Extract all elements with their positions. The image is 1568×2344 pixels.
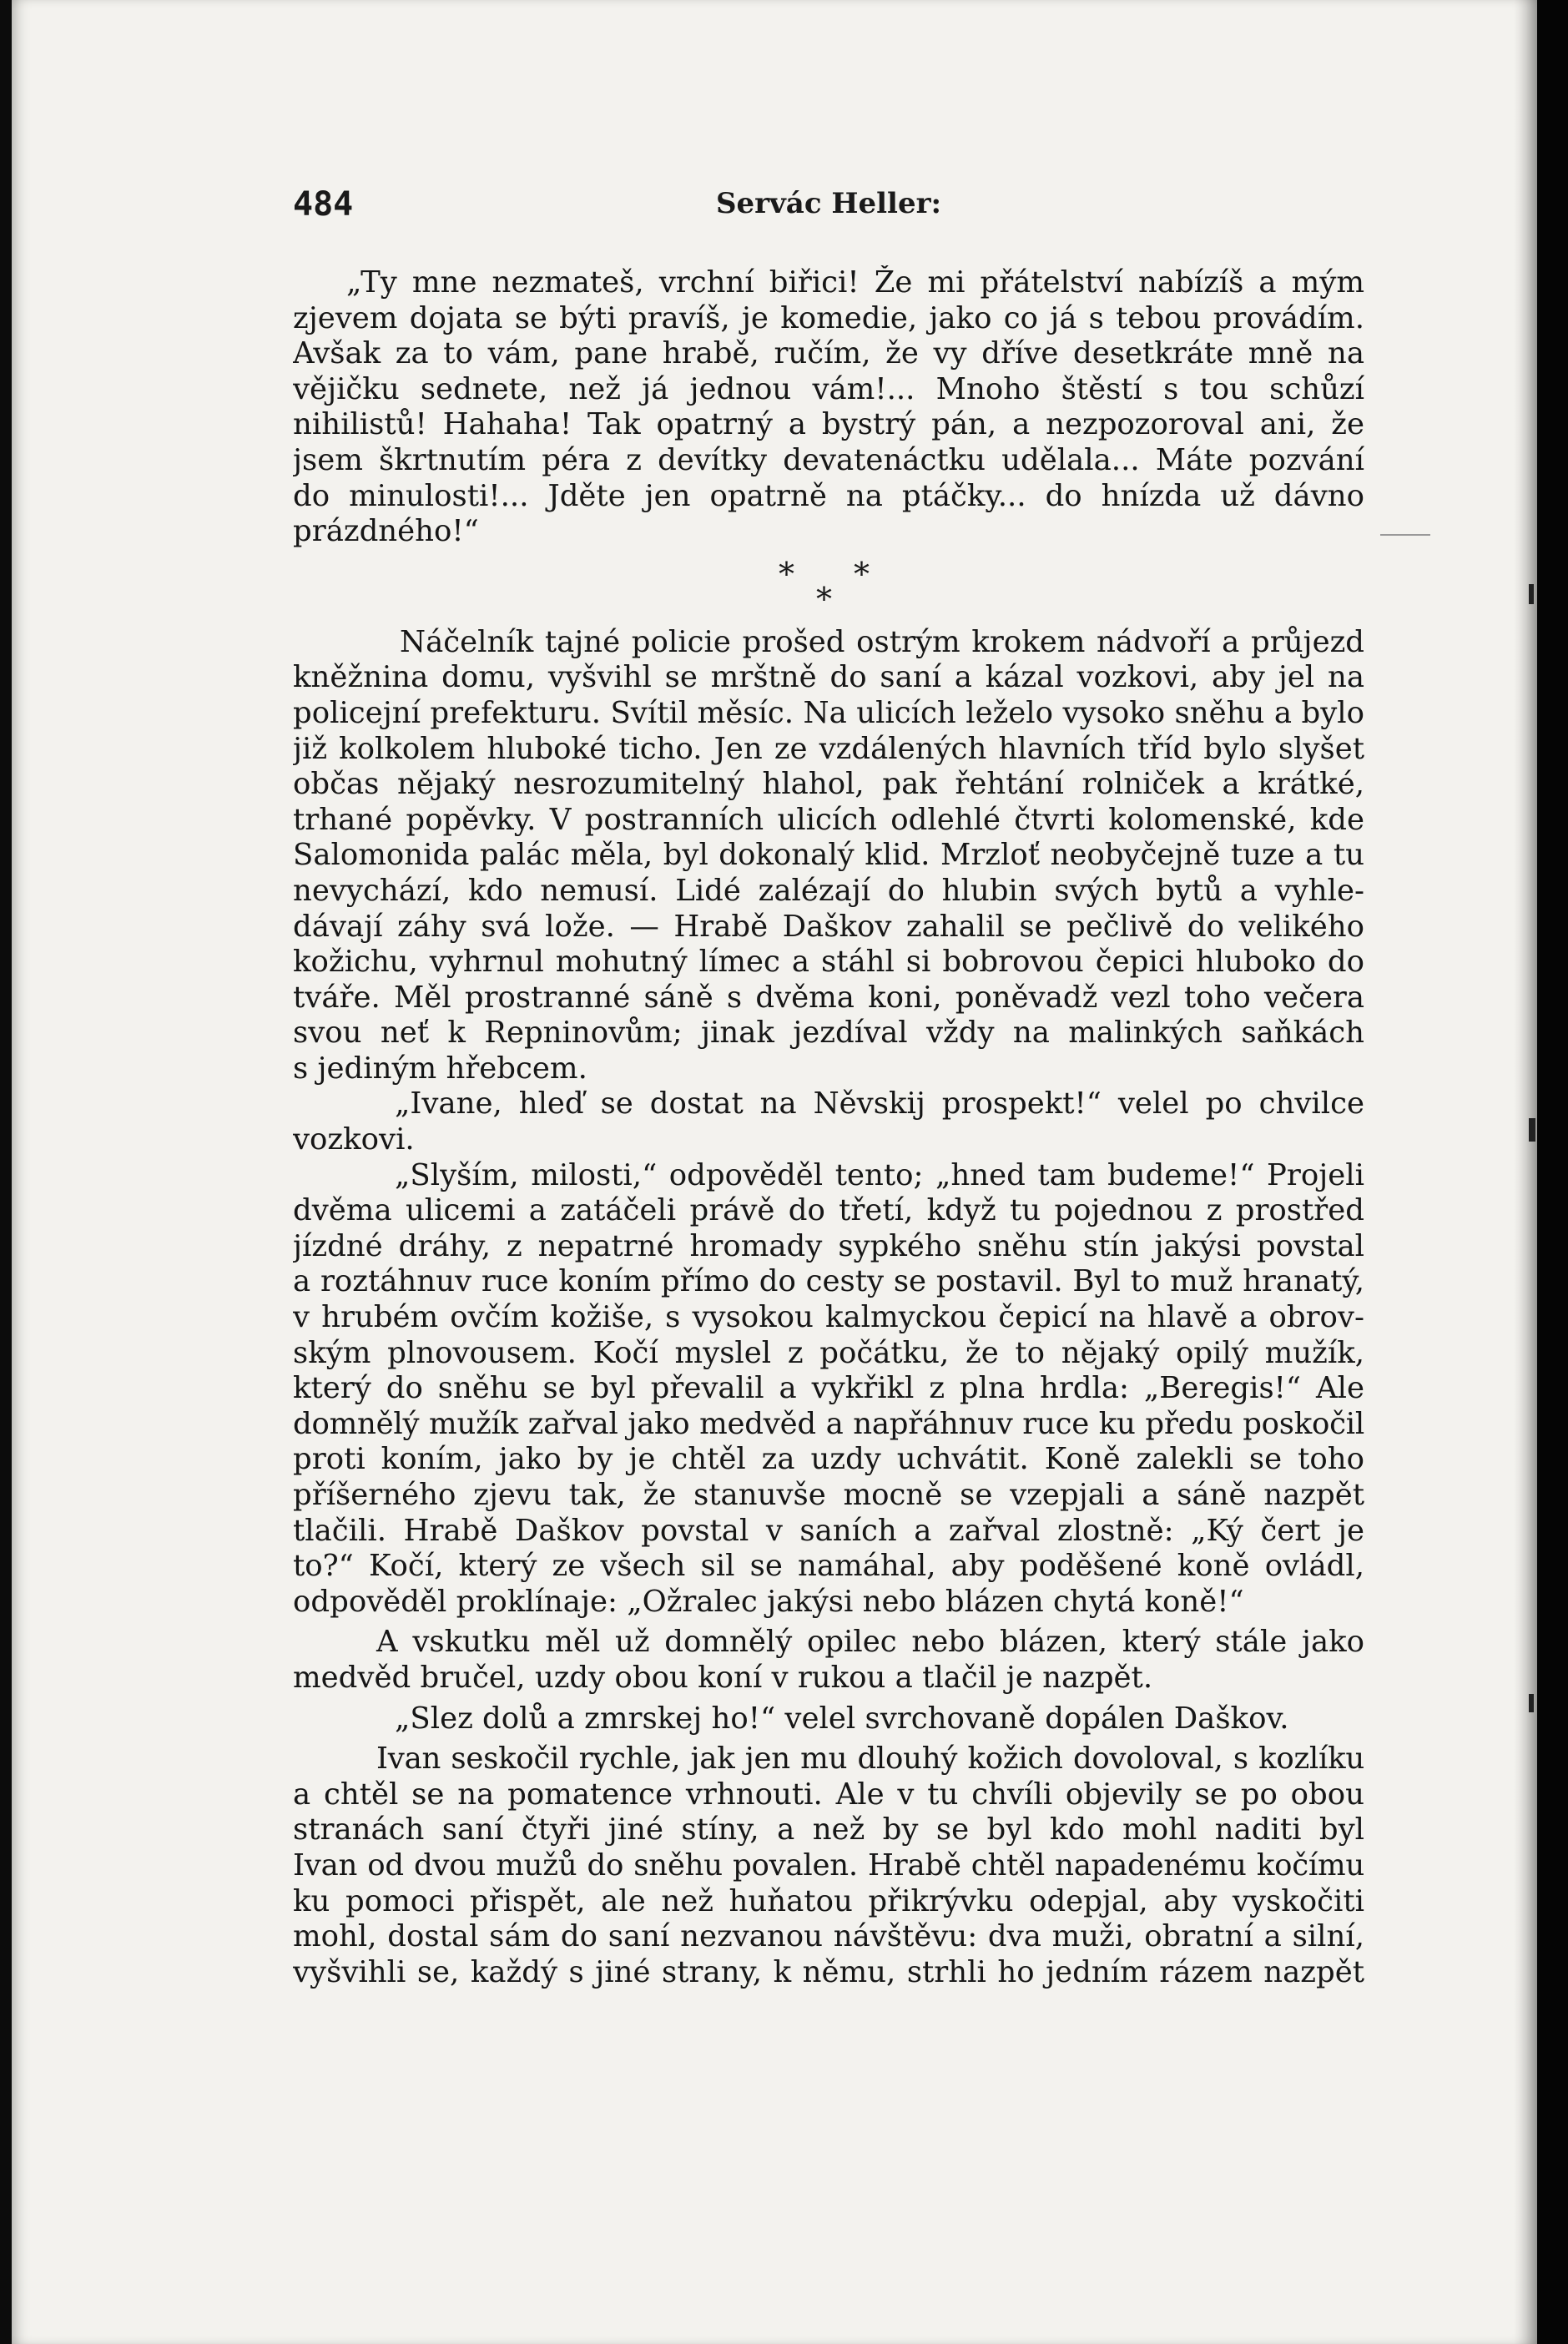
text-line: ským plnovousem. Kočí myslel z počátku, že to nějaký opilý mužík,	[293, 1335, 1364, 1370]
text-line: vyšvihli se, každý s jiné strany, k němu, strhli ho jedním rázem nazpět	[293, 1954, 1364, 1989]
page-number: 484	[293, 185, 354, 224]
scan-speck	[1380, 534, 1430, 536]
text-line: Ivan od dvou mužů do sněhu povalen. Hrabě chtěl napadenému kočímu	[293, 1847, 1364, 1883]
text-line: vějičku sednete, než já jednou vám!... Mnoho štěstí s tou schůzí	[293, 371, 1364, 406]
text-line: již kolkolem hluboké ticho. Jen ze vzdálených hlavních tříd bylo slyšet	[293, 731, 1364, 766]
scan-speck	[1529, 584, 1534, 604]
scan-speck	[1529, 1118, 1535, 1142]
text-line: kněžnina domu, vyšvihl se mrštně do saní a kázal vozkovi, aby jel na	[293, 660, 1364, 695]
text-line: to?“ Kočí, který ze všech sil se namáhal, aby poděšené koně ovládl,	[293, 1549, 1364, 1584]
text-line: proti koním, jako by je chtěl za uzdy uchvátit. Koně zalekli se toho	[293, 1442, 1364, 1477]
text-line: jsem škrtnutím péra z devítky devatenáctku udělala... Máte pozvání	[293, 442, 1364, 477]
book-page	[12, 0, 1537, 2344]
text-line: „Slez dolů a zmrskej ho!“ velel svrchovaně dopálen Daškov.	[395, 1701, 1289, 1736]
paragraph-4	[293, 1158, 1364, 1621]
scanner-border	[1537, 0, 1568, 2344]
text-line: Ivan seskočil rychle, jak jen mu dlouhý kožich dovoloval, s kozlíku	[376, 1742, 1364, 1777]
paragraph-3	[293, 1086, 1364, 1157]
text-line: Salomonida palác měla, byl dokonalý klid. Mrzloť neobyčejně tuze a tu	[293, 838, 1364, 873]
text-line: odpověděl proklínaje: „Ožralec jakýsi nebo blázen chytá koně!“	[293, 1584, 1244, 1619]
text-line: domnělý mužík zařval jako medvěd a napřáhnuv ruce ku předu poskočil	[293, 1406, 1364, 1441]
text-line: kožichu, vyhrnul mohutný límec a stáhl si bobrovou čepici hluboko do	[293, 945, 1364, 980]
text-line: příšerného zjevu tak, že stanuvše mocně se vzepjali a sáně nazpět	[293, 1478, 1364, 1512]
text-line: vozkovi.	[293, 1122, 415, 1157]
section-break	[293, 550, 1364, 625]
text-line: ku pomoci přispět, ale než huňatou přikrývku odepjal, aby vyskočiti	[293, 1883, 1364, 1918]
text-line: tváře. Měl prostranné sáně s dvěma koni, poněvadž vezl toho večera	[293, 980, 1364, 1015]
text-line: „Slyším, milosti,“ odpověděl tento; „hned tam budeme!“ Projeli	[395, 1157, 1364, 1192]
text-line: trhané popěvky. V postranních ulicích odlehlé čtvrti kolomenské, kde	[293, 802, 1364, 837]
paragraph-1	[293, 265, 1364, 550]
text-line: nevychází, kdo nemusí. Lidé zalézají do hlubin svých bytů a vyhle-	[293, 873, 1364, 908]
text-line: stranách saní čtyři jiné stíny, a než by se byl kdo mohl naditi byl	[293, 1812, 1364, 1847]
text-line: s jediným hřebcem.	[293, 1051, 587, 1086]
asterisk: *	[816, 580, 832, 618]
scan-speck	[1529, 1694, 1534, 1712]
text-line: medvěd bručel, uzdy obou koní v rukou a tlačil je nazpět.	[293, 1660, 1153, 1695]
text-line: a chtěl se na pomatence vrhnouti. Ale v tu chvíli objevily se po obou	[293, 1777, 1364, 1812]
text-line: a roztáhnuv ruce koním přímo do cesty se postavil. Byl to muž hranatý,	[293, 1264, 1364, 1299]
text-line: zjevem dojata se býti pravíš, je komedie, jako co já s tebou provádím.	[293, 300, 1364, 335]
asterisk: *	[779, 555, 794, 592]
text-line: dvěma ulicemi a zatáčeli právě do třetí, když tu pojednou z prostřed	[293, 1193, 1364, 1228]
text-line: Náčelník tajné policie prošed ostrým krokem nádvoří a průjezd	[400, 624, 1364, 659]
text-line: tlačili. Hrabě Daškov povstal v saních a zařval zlostně: „Ký čert je	[293, 1513, 1364, 1548]
text-line: jízdné dráhy, z nepatrné hromady sypkého sněhu stín jakýsi povstal	[293, 1228, 1364, 1263]
body-text	[293, 265, 1364, 1990]
text-line: občas nějaký nesrozumitelný hlahol, pak řehtání rolniček a krátké,	[293, 767, 1364, 802]
text-line: v hrubém ovčím kožiše, s vysokou kalmyckou čepicí na hlavě a obrov-	[293, 1300, 1364, 1335]
text-line: mohl, dostal sám do saní nezvanou návštěvu: dva muži, obratní a silní,	[293, 1919, 1364, 1954]
text-line: do minulosti!... Jděte jen opatrně na ptáčky... do hnízda už dávno	[293, 478, 1364, 513]
text-line: A vskutku měl už domnělý opilec nebo blázen, který stále jako	[376, 1625, 1364, 1660]
paragraph-5	[293, 1625, 1364, 1696]
text-line: „Ty mne nezmateš, vrchní biřici! Že mi přátelství nabízíš a mým	[346, 265, 1364, 300]
text-line: který do sněhu se byl převalil a vykřikl z plna hrdla: „Beregis!“ Ale	[293, 1371, 1364, 1406]
asterisk: *	[854, 555, 870, 592]
text-line: nihilistů! Hahaha! Tak opatrný a bystrý pán, a nezpozoroval ani, že	[293, 407, 1364, 442]
paragraph-6	[293, 1701, 1364, 1737]
paragraph-7	[293, 1742, 1364, 1990]
text-line: „Ivane, hleď se dostat na Něvskij prospekt!“ velel po chvilce	[395, 1086, 1364, 1122]
page-header	[293, 185, 1364, 227]
text-line: prázdného!“	[293, 514, 479, 549]
paragraph-2	[293, 625, 1364, 1087]
text-line: policejní prefekturu. Svítil měsíc. Na ulicích leželo vysoko sněhu a bylo	[293, 695, 1364, 730]
text-line: Avšak za to vám, pane hrabě, ručím, že vy dříve desetkráte mně na	[293, 336, 1364, 371]
text-line: dávají záhy svá lože. — Hrabě Daškov zahalil se pečlivě do velikého	[293, 909, 1364, 944]
text-line: svou neť k Repninovům; jinak jezdíval vždy na malinkých saňkách	[293, 1016, 1364, 1051]
running-head: Servác Heller:	[715, 187, 942, 220]
